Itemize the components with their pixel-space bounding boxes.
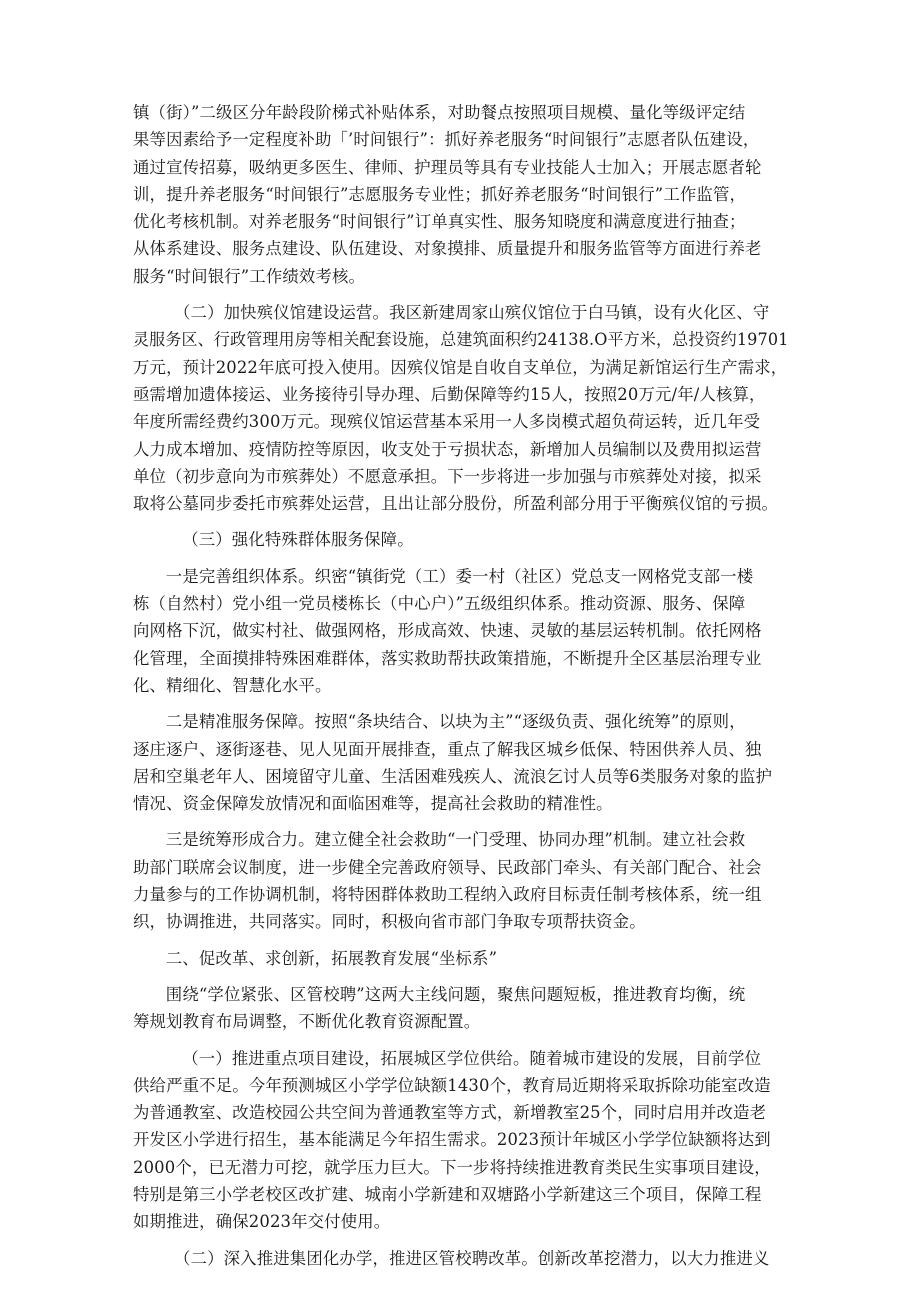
text-line: 优化考核机制。对养老服务“时间银行”订单真实性、服务知晓度和满意度进行抽查； bbox=[133, 212, 746, 232]
text-line: 人力成本增加、疫情防控等原因，收支处于亏损状态，新增加人员编制以及费用拟运营 bbox=[133, 439, 762, 459]
text-line: 灵服务区、行政管理用房等相关配套设施，总建筑面积约24138.O平方米，总投资约19701 bbox=[133, 330, 789, 350]
paragraph-joint-effort bbox=[133, 826, 789, 935]
text-line: 化管理，全面摸排特殊困难群体，落实救助帮扶政策措施，不断提升全区基层治理专业 bbox=[133, 648, 762, 668]
paragraph-group-schooling bbox=[133, 1245, 789, 1272]
text-line: 栋（自然村）党小组一党员楼栋长（中心户）”五级组织体系。推动资源、服务、保障 bbox=[133, 594, 746, 614]
text-line: 居和空巢老年人、困境留守儿童、生活困难残疾人、流浪乞讨人员等6类服务对象的监护 bbox=[133, 766, 773, 786]
text-line: （二）深入推进集团化办学，推进区管校聘改革。创新改革挖潜力，以大力推进义 bbox=[174, 1248, 770, 1268]
text-line: 亟需增加遗体接运、业务接待引导办理、后勤保障等约15人，按照20万元/年/人核算， bbox=[133, 384, 766, 404]
text-line: 通过宣传招募，吸纳更多医生、律师、护理员等具有专业技能人士加入；开展志愿者轮 bbox=[133, 157, 762, 177]
text-line: 二、促改革、求创新，拓展教育发展“坐标系” bbox=[165, 948, 498, 968]
text-line: 万元，预计2022年底可投入使用。因殡仪馆是自收自支单位，为满足新馆运行生产需求， bbox=[133, 357, 788, 377]
text-line: （二）加快殡仪馆建设运营。我区新建周家山殡仪馆位于白马镇，设有火化区、守 bbox=[174, 303, 770, 323]
text-line: 为普通教室、改造校园公共空间为普通教室等方式，新增教室25个，同时启用并改造老 bbox=[133, 1103, 767, 1123]
text-line: 训，提升养老服务“时间银行”志愿服务专业性；抓好养老服务“时间银行”工作监管， bbox=[133, 184, 747, 204]
text-line: 逐庄逐户、逐街逐巷、见人见面开展排查，重点了解我区城乡低保、特困供养人员、独 bbox=[133, 739, 762, 759]
text-line: 向网格下沉，做实村社、做强网格，形成高效、快速、灵敏的基层运转机制。依托网格 bbox=[133, 621, 762, 641]
text-line: 服务“时间银行”工作绩效考核。 bbox=[133, 266, 366, 286]
text-line: 一是完善组织体系。织密“镇街党（工）委一村（社区）党总支一网格党支部一楼 bbox=[165, 566, 754, 586]
text-line: 情况、资金保障发放情况和面临困难等，提高社会救助的精准性。 bbox=[133, 794, 613, 814]
text-line: 开发区小学进行招生，基本能满足今年招生需求。2023预计年城区小学学位缺额将达到 bbox=[133, 1130, 771, 1150]
paragraph-organization-system bbox=[133, 563, 789, 699]
text-line: 从体系建设、服务点建设、队伍建设、对象摸排、质量提升和服务监管等方面进行养老 bbox=[133, 239, 762, 259]
document-body bbox=[133, 99, 789, 1272]
paragraph-education-intro bbox=[133, 981, 789, 1036]
text-line: 织，协调推进，共同落实。同时，积极向省市部门争取专项帮扶资金。 bbox=[133, 912, 646, 932]
text-line: 供给严重不足。今年预测城区小学学位缺额1430个，教育局近期将采取拆除功能室改造 bbox=[133, 1075, 771, 1095]
text-line: 如期推进，确保2023年交付使用。 bbox=[133, 1212, 391, 1232]
text-line: 化、精细化、智慧化水平。 bbox=[133, 675, 332, 695]
text-line: 镇（街）”二级区分年龄段阶梯式补贴体系，对助餐点按照项目规模、量化等级评定结 bbox=[133, 103, 746, 122]
text-line: 特别是第三小学老校区改扩建、城南小学新建和双塘路小学新建这三个项目，保障工程 bbox=[133, 1184, 762, 1204]
text-line: 助部门联席会议制度，进一步健全完善政府领导、民政部门牵头、有关部门配合、社会 bbox=[133, 857, 762, 877]
paragraph-funeral-home bbox=[133, 299, 789, 517]
text-line: 二是精准服务保障。按照“条块结合、以块为主”“逐级负责、强化统筹”的原则， bbox=[165, 712, 746, 732]
text-line: （三）强化特殊群体服务保障。 bbox=[182, 530, 414, 550]
text-line: 三是统筹形成合力。建立健全社会救助“一门受理、协同办理”机制。建立社会救 bbox=[165, 830, 746, 850]
text-line: 年度所需经费约300万元。现殡仪馆运营基本采用一人多岗模式超负荷运转，近几年受 bbox=[133, 412, 761, 432]
paragraph-time-bank bbox=[133, 99, 789, 290]
text-line: 力量参与的工作协调机制，将特困群体救助工程纳入政府目标责任制考核体系，统一组 bbox=[133, 885, 762, 905]
text-line: （一）推进重点项目建设，拓展城区学位供给。随着城市建设的发展，目前学位 bbox=[182, 1048, 762, 1068]
text-line: 围绕“学位紧张、区管校聘”这两大主线问题，聚焦问题短板，推进教育均衡，统 bbox=[165, 984, 746, 1004]
paragraph-key-projects bbox=[133, 1045, 789, 1236]
text-line: 筹规划教育布局调整，不断优化教育资源配置。 bbox=[133, 1012, 481, 1032]
section-heading-education bbox=[133, 945, 789, 972]
text-line: 2000个，已无潜力可挖，就学压力巨大。下一步将持续推进教育类民生实事项目建设， bbox=[133, 1157, 771, 1177]
text-line: 取将公墓同步委托市殡葬处运营，且出让部分股份，所盈利部分用于平衡殡仪馆的亏损。 bbox=[133, 494, 779, 514]
paragraph-precise-service bbox=[133, 708, 789, 817]
section-heading-special-groups bbox=[133, 526, 789, 553]
text-line: 单位（初步意向为市殡葬处）不愿意承担。下一步将进一步加强与市殡葬处对接，拟采 bbox=[133, 466, 762, 486]
text-line: 果等因素给予一定程度补助「’时间银行”：抓好养老服务“时间银行”志愿者队伍建设， bbox=[133, 130, 760, 150]
